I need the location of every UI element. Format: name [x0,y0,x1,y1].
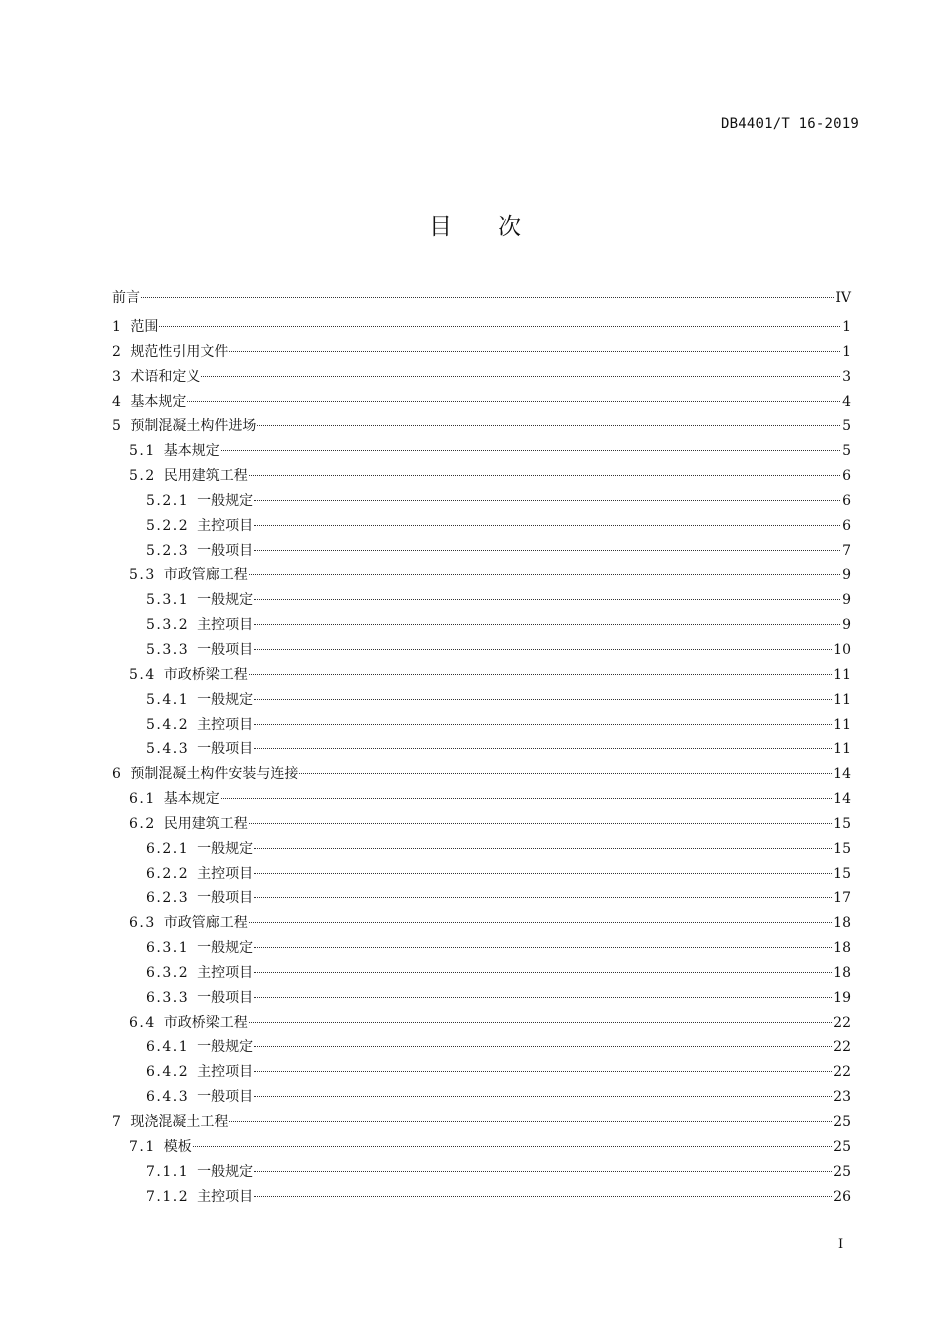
toc-entry-title: 一般项目 [197,741,254,758]
toc-entry-page: 5 [842,443,851,460]
toc-entry-number: 7.1 [129,1138,156,1155]
toc-entry-number: 6.2.1 [146,840,190,857]
toc-entry[interactable] [112,713,851,738]
toc-entry[interactable] [112,688,851,713]
toc-entry-title: 范围 [130,319,159,335]
toc-entry-title: 规范性引用文件 [130,343,229,360]
toc-entry-page: 4 [842,393,851,410]
toc-entry-number: 6.2.3 [146,890,190,907]
toc-entry[interactable] [112,1035,851,1060]
toc-entry-page: 14 [833,791,851,808]
toc-entry-page: 9 [842,617,851,634]
toc-dot-leader [221,450,840,451]
toc-entry-number: 5.2 [129,468,156,485]
toc-entry-number: 7 [112,1114,123,1130]
toc-entry[interactable] [112,514,851,539]
toc-entry-title: 主控项目 [197,1064,254,1081]
toc-entry-number: 4 [112,393,123,410]
toc-entry[interactable] [112,1135,851,1160]
toc-dot-leader [254,699,832,700]
toc-entry-page: 15 [833,865,851,882]
toc-dot-leader [159,326,840,327]
toc-entry-title: 一般规定 [197,1163,254,1180]
toc-entry-number: 5.4.1 [146,691,190,708]
toc-entry-title: 一般规定 [197,691,254,708]
toc-entry-title: 基本规定 [163,443,220,460]
toc-entry-number: 5.1 [129,443,156,460]
toc-entry[interactable] [112,365,851,390]
toc-entry-number: 6.2.2 [146,865,190,882]
toc-entry[interactable] [112,1011,851,1036]
toc-dot-leader [249,475,840,476]
toc-dot-leader [254,624,840,625]
toc-entry-number: 5.2.3 [146,542,190,559]
toc-entry-page: 1 [842,319,851,335]
toc-entry-number: 6 [112,766,123,783]
toc-entry-page: 7 [842,542,851,559]
toc-entry-page: 11 [833,716,851,733]
toc-entry-title: 预制混凝土构件进场 [130,418,257,435]
toc-entry-title: 一般项目 [197,989,254,1006]
toc-entry-title: 现浇混凝土工程 [130,1114,229,1130]
toc-entry-page: 15 [833,815,851,832]
toc-entry-page: 22 [833,1064,851,1081]
toc-entry-page: 17 [833,890,851,907]
toc-entry[interactable] [112,315,851,340]
toc-entry-title: 一般项目 [197,1089,254,1106]
toc-entry-title: 一般规定 [197,492,254,509]
toc-entry-title: 市政管廊工程 [163,915,248,932]
toc-entry-page: 25 [833,1114,851,1130]
toc-entry-page: 26 [833,1188,851,1205]
toc-entry[interactable] [112,862,851,887]
toc-entry[interactable] [112,1185,851,1210]
toc-entry-page: IV [835,290,851,306]
toc-dot-leader [229,351,840,352]
toc-entry[interactable] [112,911,851,936]
toc-entry-title: 民用建筑工程 [163,815,248,832]
toc-entry-title: 基本规定 [163,791,220,808]
toc-dot-leader [193,1146,832,1147]
toc-dot-leader [254,1171,832,1172]
toc-dot-leader [187,401,840,402]
toc-entry-number: 6.4 [129,1014,156,1031]
toc-entry-page: 9 [842,592,851,609]
toc-dot-leader [249,823,832,824]
toc-entry[interactable] [112,1060,851,1085]
toc-entry-title: 一般规定 [197,940,254,957]
toc-entry[interactable] [112,812,851,837]
toc-entry-title: 主控项目 [197,617,254,634]
toc-entry-page: 25 [833,1138,851,1155]
toc-entry-number: 6.4.1 [146,1039,190,1056]
toc-entry[interactable] [112,563,851,588]
toc-entry-number: 5.3 [129,567,156,584]
toc-entry-page: 3 [842,368,851,385]
toc-entry[interactable] [112,663,851,688]
toc-entry-number: 6.3.3 [146,989,190,1006]
toc-entry[interactable] [112,787,851,812]
toc-entry-page: 22 [833,1039,851,1056]
toc-dot-leader [254,649,832,650]
toc-entry[interactable] [112,464,851,489]
page-number: I [838,1237,844,1252]
toc-dot-leader [254,748,832,749]
toc-dot-leader [249,674,832,675]
toc-entry-number: 5.3.1 [146,592,190,609]
toc-entry-title: 主控项目 [197,964,254,981]
toc-dot-leader [254,1046,832,1047]
toc-dot-leader [254,724,832,725]
toc-entry-number: 6.4.3 [146,1089,190,1106]
toc-entry-page: 11 [833,741,851,758]
toc-entry-title: 一般项目 [197,641,254,658]
toc-entry-page: 6 [842,492,851,509]
toc-entry-title: 一般规定 [197,840,254,857]
toc-entry[interactable] [112,1160,851,1185]
toc-entry-title: 预制混凝土构件安装与连接 [130,766,299,783]
toc-entry[interactable] [112,886,851,911]
toc-entry-number: 5.4 [129,666,156,683]
toc-dot-leader [254,500,840,501]
toc-entry-title: 一般规定 [197,1039,254,1056]
toc-entry-page: 23 [833,1089,851,1106]
toc-entry[interactable] [112,936,851,961]
toc-entry-page: 10 [833,641,851,658]
toc-entry-page: 9 [842,567,851,584]
toc-entry-title: 市政桥梁工程 [163,1014,248,1031]
table-of-contents [112,285,851,1209]
toc-entry-number: 5.3.3 [146,641,190,658]
toc-entry-page: 19 [833,989,851,1006]
toc-entry-number: 6.3.1 [146,940,190,957]
toc-entry-title: 前言 [112,290,140,306]
toc-entry-number: 6.4.2 [146,1064,190,1081]
toc-entry[interactable] [112,762,851,787]
toc-entry-page: 5 [842,418,851,435]
toc-entry[interactable] [112,414,851,439]
toc-entry-title: 主控项目 [197,517,254,534]
toc-entry-number: 5.4.3 [146,741,190,758]
toc-entry-number: 5.2.2 [146,517,190,534]
toc-entry[interactable] [112,285,851,315]
toc-entry[interactable] [112,1085,851,1110]
toc-entry-number: 6.1 [129,791,156,808]
toc-entry-page: 18 [833,940,851,957]
toc-entry[interactable] [112,539,851,564]
toc-entry-page: 22 [833,1014,851,1031]
toc-entry-number: 5 [112,418,123,435]
toc-dot-leader [254,848,832,849]
toc-entry-number: 3 [112,368,123,385]
toc-dot-leader [254,525,840,526]
toc-entry[interactable] [112,489,851,514]
toc-entry-page: 6 [842,468,851,485]
toc-entry-number: 2 [112,343,123,360]
toc-dot-leader [249,922,832,923]
toc-entry-page: 15 [833,840,851,857]
toc-entry-title: 市政管廊工程 [163,567,248,584]
toc-entry-page: 18 [833,915,851,932]
toc-dot-leader [254,1096,832,1097]
toc-entry-page: 1 [842,343,851,360]
toc-entry[interactable] [112,588,851,613]
toc-dot-leader [254,873,832,874]
toc-entry-page: 11 [833,666,851,683]
page-title: 目次 [429,214,567,240]
toc-entry-page: 6 [842,517,851,534]
toc-entry-number: 5.3.2 [146,617,190,634]
toc-entry-title: 民用建筑工程 [163,468,248,485]
toc-entry-number: 6.3 [129,915,156,932]
toc-entry-number: 6.2 [129,815,156,832]
toc-entry[interactable] [112,737,851,762]
toc-dot-leader [141,297,834,298]
toc-dot-leader [254,550,840,551]
toc-dot-leader [249,1022,832,1023]
toc-entry-title: 模板 [163,1138,192,1155]
toc-entry[interactable] [112,390,851,415]
toc-entry-title: 市政桥梁工程 [163,666,248,683]
toc-entry[interactable] [112,961,851,986]
document-code: DB4401/T 16-2019 [720,116,859,132]
toc-entry-title: 主控项目 [197,716,254,733]
toc-entry-number: 6.3.2 [146,964,190,981]
toc-dot-leader [201,376,840,377]
toc-entry[interactable] [112,340,851,365]
toc-entry-number: 5.2.1 [146,492,190,509]
toc-entry-title: 主控项目 [197,1188,254,1205]
toc-dot-leader [254,997,832,998]
toc-entry-number: 7.1.2 [146,1188,190,1205]
toc-entry-title: 术语和定义 [130,368,201,385]
toc-entry[interactable] [112,986,851,1011]
toc-dot-leader [249,574,840,575]
toc-entry-page: 14 [833,766,851,783]
toc-entry[interactable] [112,613,851,638]
toc-dot-leader [254,1071,832,1072]
toc-entry-title: 主控项目 [197,865,254,882]
toc-entry-number: 7.1.1 [146,1163,190,1180]
toc-entry[interactable] [112,837,851,862]
toc-entry-title: 基本规定 [130,393,187,410]
toc-dot-leader [299,773,832,774]
toc-entry[interactable] [112,439,851,464]
toc-dot-leader [254,972,832,973]
toc-entry[interactable] [112,638,851,663]
toc-entry[interactable] [112,1110,851,1135]
toc-entry-page: 25 [833,1163,851,1180]
toc-dot-leader [254,947,832,948]
toc-entry-title: 一般项目 [197,890,254,907]
toc-entry-number: 1 [112,319,123,335]
toc-dot-leader [221,798,832,799]
toc-dot-leader [254,897,832,898]
toc-dot-leader [254,599,840,600]
toc-entry-page: 11 [833,691,851,708]
toc-dot-leader [254,1196,832,1197]
toc-dot-leader [257,425,840,426]
toc-entry-number: 5.4.2 [146,716,190,733]
toc-entry-title: 一般规定 [197,592,254,609]
toc-entry-page: 18 [833,964,851,981]
toc-entry-title: 一般项目 [197,542,254,559]
toc-dot-leader [229,1121,832,1122]
